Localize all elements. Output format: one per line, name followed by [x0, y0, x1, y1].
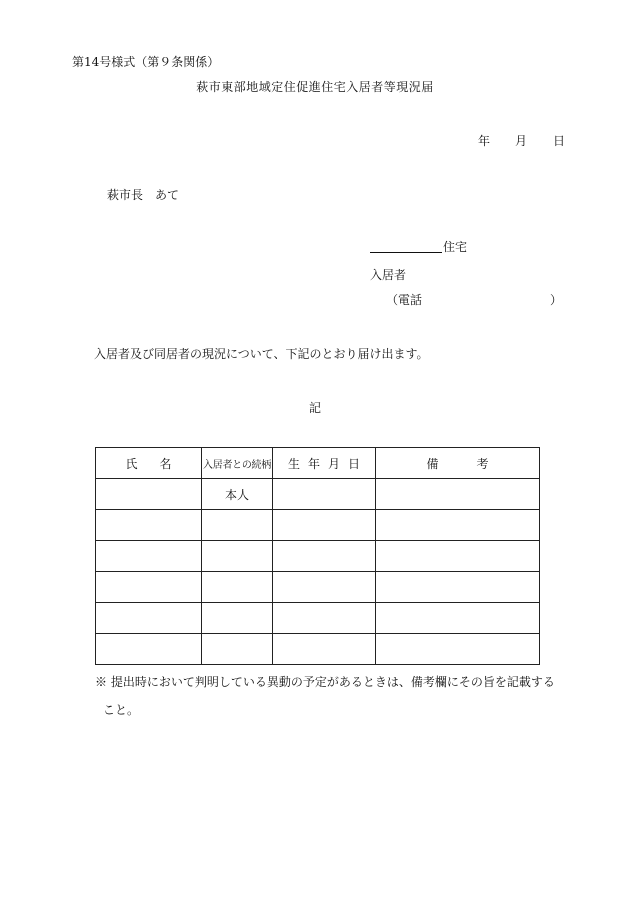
- birthdate-cell[interactable]: [273, 634, 376, 665]
- header-birthdate: 生年月日: [273, 448, 376, 479]
- form-title: 萩市東部地域定住促進住宅入居者等現況届: [196, 80, 434, 94]
- birthdate-cell[interactable]: [273, 603, 376, 634]
- name-cell[interactable]: [96, 572, 202, 603]
- name-cell[interactable]: [96, 479, 202, 510]
- name-cell[interactable]: [96, 510, 202, 541]
- note-line-2: こと。: [103, 703, 140, 717]
- remarks-cell[interactable]: [376, 541, 540, 572]
- body-text: 入居者及び同居者の現況について、下記のとおり届け出ます。: [94, 347, 429, 361]
- birthdate-cell[interactable]: [273, 510, 376, 541]
- birthdate-cell[interactable]: [273, 572, 376, 603]
- table-row: [96, 572, 540, 603]
- relation-cell[interactable]: [202, 572, 273, 603]
- table-row: [96, 510, 540, 541]
- remarks-cell[interactable]: [376, 572, 540, 603]
- birthdate-cell[interactable]: [273, 541, 376, 572]
- table-header-row: [96, 448, 540, 479]
- relation-cell[interactable]: [202, 541, 273, 572]
- table-row: [96, 541, 540, 572]
- address-blank-line: [370, 252, 442, 253]
- table-row: [96, 634, 540, 665]
- relation-cell[interactable]: [202, 510, 273, 541]
- remarks-cell[interactable]: [376, 634, 540, 665]
- header-remarks: 備考: [376, 448, 540, 479]
- relation-cell: 本人: [202, 479, 273, 510]
- remarks-cell[interactable]: [376, 479, 540, 510]
- address-label: 住宅: [443, 240, 468, 254]
- relation-cell[interactable]: [202, 634, 273, 665]
- name-cell[interactable]: [96, 634, 202, 665]
- remarks-cell[interactable]: [376, 603, 540, 634]
- phone-close-paren: ）: [550, 293, 563, 307]
- name-cell[interactable]: [96, 541, 202, 572]
- relation-cell[interactable]: [202, 603, 273, 634]
- form-number: 第14号様式（第９条関係）: [72, 55, 220, 69]
- remarks-cell[interactable]: [376, 510, 540, 541]
- date-day-label: 日: [553, 134, 566, 148]
- table-row: [96, 479, 540, 510]
- birthdate-cell[interactable]: [273, 479, 376, 510]
- phone-label: （電話: [386, 293, 423, 307]
- header-name: 氏名: [96, 448, 202, 479]
- ki-heading: 記: [308, 401, 321, 415]
- note-line-1: ※ 提出時において判明している異動の予定があるときは、備考欄にその旨を記載する: [95, 675, 555, 689]
- header-relation: 入居者との続柄: [202, 448, 273, 479]
- date-month-label: 月: [515, 134, 528, 148]
- resident-label: 入居者: [370, 268, 407, 282]
- date-year-label: 年: [478, 134, 491, 148]
- resident-table: [95, 447, 540, 665]
- table-row: [96, 603, 540, 634]
- addressee: 萩市長 あて: [107, 188, 180, 202]
- name-cell[interactable]: [96, 603, 202, 634]
